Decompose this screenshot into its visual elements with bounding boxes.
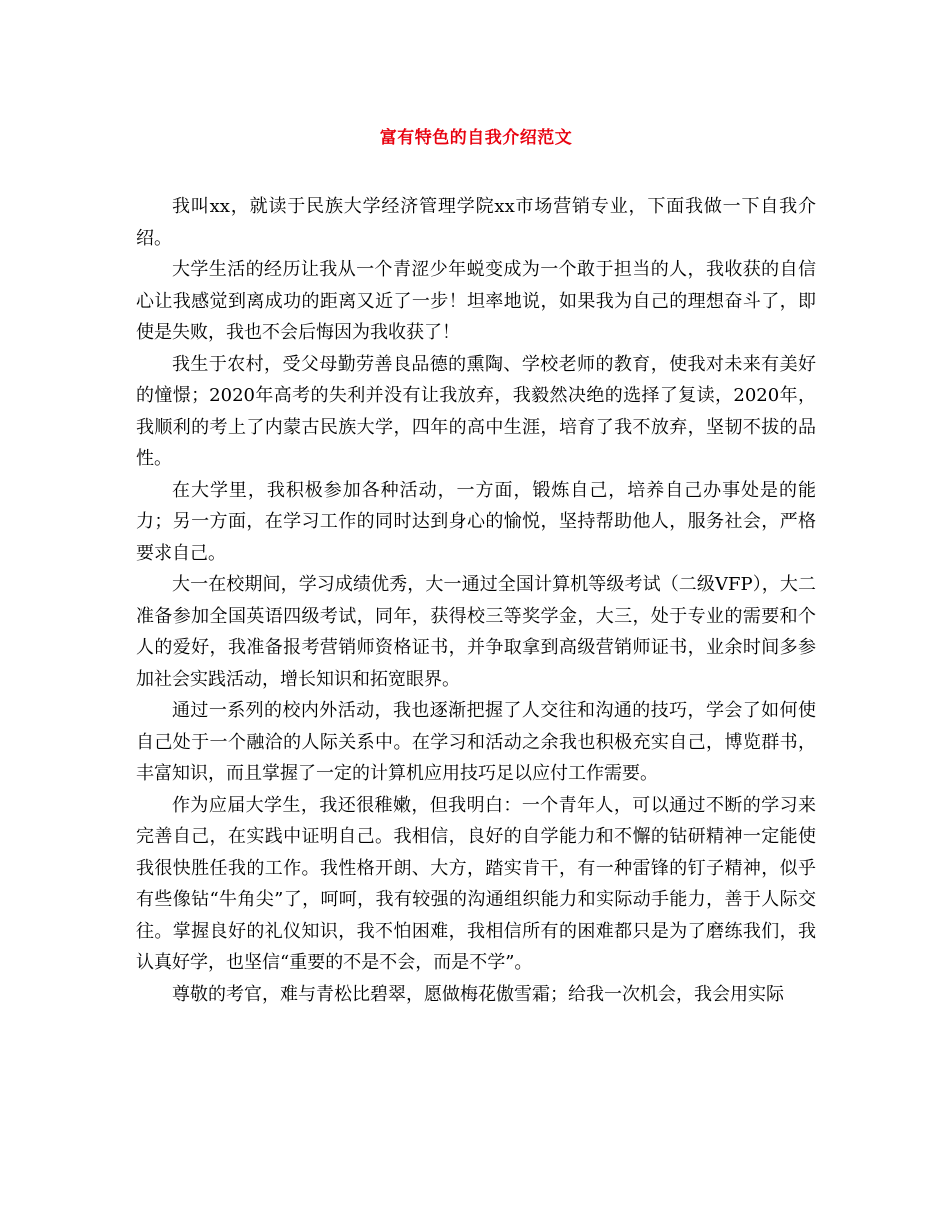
document-body (136, 191, 816, 1010)
paragraph-4: 在大学里，我积极参加各种活动，一方面，锻炼自己，培养自己办事处是的能力；另一方面，在学习工作的同时达到身心的愉悦，坚持帮助他人，服务社会，严格要求自己。 (136, 479, 816, 564)
document-page (136, 0, 816, 1230)
paragraph-3: 我生于农村，受父母勤劳善良品德的熏陶、学校老师的教育，使我对未来有美好的憧憬；2020年高考的失利并没有让我放弃，我毅然决绝的选择了复读，2020年，我顺利的考上了内蒙古民族大学，四年的高中生涯，培育了我不放弃，坚韧不拔的品性。 (136, 353, 816, 469)
document-title: 富有特色的自我介绍范文 (379, 128, 573, 148)
paragraph-7: 作为应届大学生，我还很稚嫩，但我明白：一个青年人，可以通过不断的学习来完善自己，在实践中证明自己。我相信，良好的自学能力和不懈的钻研精神一定能使我很快胜任我的工作。我性格开朗、大方，踏实肯干，有一种雷锋的钉子精神，似乎有些像钻“牛角尖”了，呵呵，我有较强的沟通组织能力和实际动手能力，善于人际交往。掌握良好的礼仪知识，我不怕困难，我相信所有的困难都只是为了磨练我们，我认真好学，也坚信“重要的不是不会，而是不学”。 (136, 794, 816, 973)
paragraph-1: 我叫xx，就读于民族大学经济管理学院xx市场营销专业，下面我做一下自我介绍。 (136, 196, 816, 249)
paragraph-8: 尊敬的考官，难与青松比碧翠，愿做梅花傲雪霜；给我一次机会，我会用实际 (172, 983, 784, 1005)
paragraph-2: 大学生活的经历让我从一个青涩少年蜕变成为一个敢于担当的人，我收获的自信心让我感觉到离成功的距离又近了一步！坦率地说，如果我为自己的理想奋斗了，即使是失败，我也不会后悔因为我收获了！ (136, 259, 816, 343)
paragraph-5: 大一在校期间，学习成绩优秀，大一通过全国计算机等级考试（二级VFP），大二准备参加全国英语四级考试，同年，获得校三等奖学金，大三，处于专业的需要和个人的爱好，我准备报考营销师资格证书，并争取拿到高级营销师证书，业余时间多参加社会实践活动，增长知识和拓宽眼界。 (136, 574, 816, 690)
paragraph-6: 通过一系列的校内外活动，我也逐渐把握了人交往和沟通的技巧，学会了如何使自己处于一个融洽的人际关系中。在学习和活动之余我也积极充实自己，博览群书，丰富知识，而且掌握了一定的计算机应用技巧足以应付工作需要。 (136, 700, 816, 784)
